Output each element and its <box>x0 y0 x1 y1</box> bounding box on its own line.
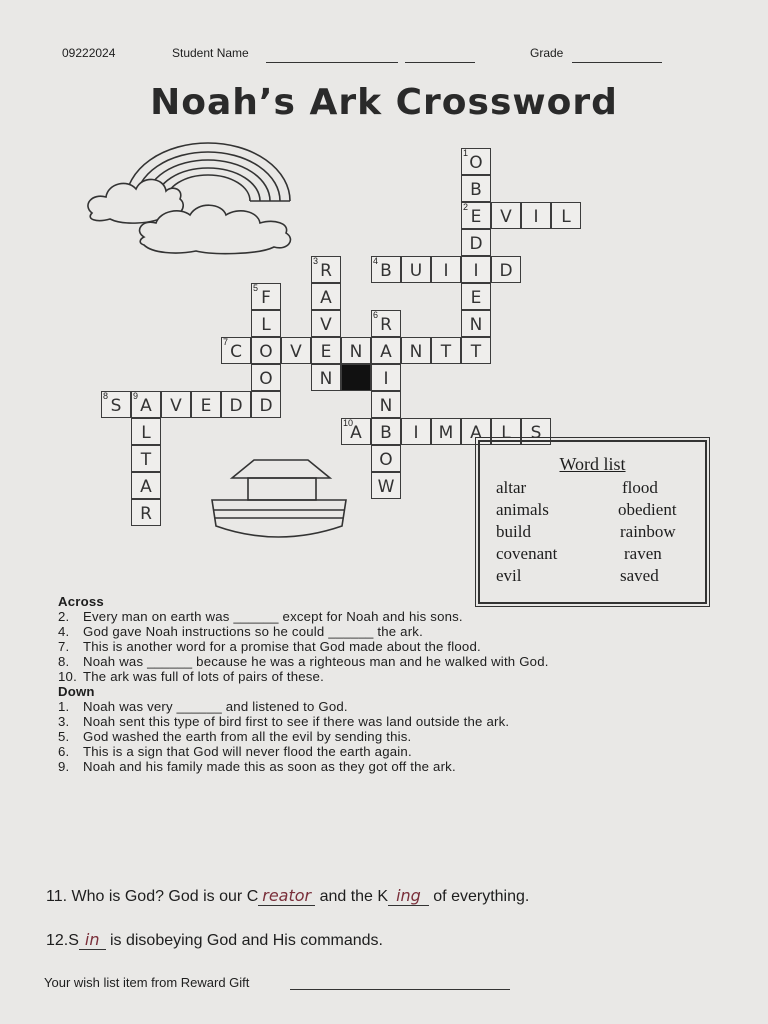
word-list-item: raven <box>624 544 662 563</box>
clue-down-9: 9. Noah and his family made this as soon as they got off the ark. <box>58 759 456 774</box>
clue-number: 4 <box>373 256 379 266</box>
cell-letter: V <box>290 342 302 362</box>
cell-letter: T <box>440 342 452 362</box>
crossword-cell[interactable] <box>341 418 371 445</box>
crossword-cell[interactable] <box>311 310 341 337</box>
cell-letter: A <box>140 477 152 497</box>
clue-number: 7 <box>223 337 229 347</box>
cell-letter: V <box>170 396 182 416</box>
crossword-cell[interactable] <box>371 445 401 472</box>
cell-letter: D <box>499 261 513 281</box>
cell-letter: R <box>320 261 332 281</box>
clue-across-8: 8. Noah was ______ because he was a righteous man and he walked with God. <box>58 654 549 669</box>
crossword-cell[interactable] <box>251 337 281 364</box>
crossword-cell[interactable] <box>371 391 401 418</box>
crossword-cell[interactable] <box>191 391 221 418</box>
cell-letter: O <box>469 153 483 173</box>
cell-letter: C <box>230 342 242 362</box>
crossword-cell[interactable] <box>461 175 491 202</box>
crossword-cell[interactable] <box>101 391 131 418</box>
crossword-cell[interactable] <box>461 256 491 283</box>
cell-letter: A <box>350 423 362 443</box>
clue-number: 8 <box>103 391 109 401</box>
cell-letter: A <box>320 288 332 308</box>
page-title: Noah’s Ark Crossword <box>150 82 618 123</box>
cell-letter: T <box>470 342 482 362</box>
cell-letter: E <box>320 342 332 362</box>
answer-sin[interactable]: in <box>79 930 106 950</box>
crossword-cell[interactable] <box>431 418 461 445</box>
cell-letter: I <box>443 261 449 281</box>
word-list-item: altar <box>496 478 527 497</box>
rainbow-cloud-illustration <box>82 135 312 260</box>
word-list-item: saved <box>620 566 659 585</box>
cell-letter: D <box>469 234 483 254</box>
cell-letter: A <box>380 342 392 362</box>
cell-letter: S <box>530 423 542 443</box>
crossword-cell[interactable] <box>131 418 161 445</box>
cell-letter: L <box>141 423 151 443</box>
cell-letter: O <box>379 450 393 470</box>
crossword-cell[interactable] <box>461 202 491 229</box>
cell-letter: E <box>470 207 482 227</box>
crossword-cell[interactable] <box>461 229 491 256</box>
crossword-cell[interactable] <box>551 202 581 229</box>
cell-letter: B <box>470 180 482 200</box>
wish-list-label: Your wish list item from Reward Gift <box>44 975 250 990</box>
cell-letter: T <box>140 450 152 470</box>
across-heading: Across <box>58 594 104 609</box>
clue-number: 6 <box>373 310 379 320</box>
clue-number: 2 <box>463 202 469 212</box>
clues-section <box>58 594 549 774</box>
cell-letter: F <box>261 288 271 308</box>
student-name-line[interactable] <box>266 62 398 63</box>
cell-letter: N <box>469 315 483 335</box>
crossword-cell[interactable] <box>221 391 251 418</box>
wish-list-line[interactable] <box>290 989 510 990</box>
clue-down-6: 6. This is a sign that God will never flood the earth again. <box>58 744 412 759</box>
answer-creator[interactable]: reator <box>258 886 315 906</box>
ark-illustration <box>208 456 350 544</box>
cell-letter: R <box>380 315 392 335</box>
crossword-cell[interactable] <box>431 337 461 364</box>
grade-label: Grade <box>530 46 564 60</box>
crossword-cell[interactable] <box>251 364 281 391</box>
word-list-title: Word list <box>559 454 626 474</box>
cell-letter: I <box>533 207 539 227</box>
crossword-cell[interactable] <box>131 472 161 499</box>
cell-letter: M <box>438 423 454 443</box>
clue-down-1: 1. Noah was very ______ and listened to God. <box>58 699 348 714</box>
cell-letter: N <box>349 342 363 362</box>
question-12: 12.S in is disobeying God and His commands. <box>46 930 383 949</box>
crossword-cell[interactable] <box>281 337 311 364</box>
crossword-black-cell <box>341 364 371 391</box>
clue-across-4: 4. God gave Noah instructions so he could ______ the ark. <box>58 624 423 639</box>
word-list-item: rainbow <box>620 522 676 541</box>
crossword-cell[interactable] <box>371 256 401 283</box>
cell-letter: N <box>379 396 393 416</box>
crossword-cell[interactable] <box>251 391 281 418</box>
clue-number: 9 <box>133 391 139 401</box>
cell-letter: N <box>409 342 423 362</box>
cell-letter: A <box>140 396 152 416</box>
word-list-box <box>478 440 707 604</box>
worksheet-code: 09222024 <box>62 46 116 60</box>
answer-king[interactable]: ing <box>388 886 429 906</box>
clue-down-3: 3. Noah sent this type of bird first to see if there was land outside the ark. <box>58 714 510 729</box>
cell-letter: D <box>259 396 273 416</box>
word-list-item: flood <box>622 478 658 497</box>
clue-number: 1 <box>463 148 469 158</box>
crossword-cell[interactable] <box>311 283 341 310</box>
grade-line[interactable] <box>572 62 662 63</box>
cell-letter: E <box>470 288 482 308</box>
cell-letter: V <box>500 207 512 227</box>
crossword-cell[interactable] <box>401 418 431 445</box>
clue-number: 10 <box>343 418 354 428</box>
crossword-cell[interactable] <box>371 418 401 445</box>
crossword-cell[interactable] <box>341 337 371 364</box>
crossword-cell[interactable] <box>221 337 251 364</box>
cell-letter: I <box>413 423 419 443</box>
cell-letter: A <box>470 423 482 443</box>
cell-letter: E <box>200 396 212 416</box>
crossword-cell[interactable] <box>521 202 551 229</box>
crossword-cell[interactable] <box>491 256 521 283</box>
clue-across-10: 10. The ark was full of lots of pairs of these. <box>58 669 324 684</box>
crossword-cell[interactable] <box>371 472 401 499</box>
cell-letter: I <box>473 261 479 281</box>
clue-number: 5 <box>253 283 259 293</box>
cell-letter: U <box>409 261 423 281</box>
cell-letter: L <box>261 315 271 335</box>
clue-down-5: 5. God washed the earth from all the evil by sending this. <box>58 729 412 744</box>
crossword-cell[interactable] <box>371 310 401 337</box>
cell-letter: L <box>501 423 511 443</box>
cell-letter: R <box>140 504 152 524</box>
crossword-cell[interactable] <box>461 148 491 175</box>
crossword-cell[interactable] <box>371 364 401 391</box>
crossword-cell[interactable] <box>131 445 161 472</box>
cell-letter: I <box>383 369 389 389</box>
crossword-cell[interactable] <box>371 337 401 364</box>
cell-letter: W <box>377 477 395 497</box>
crossword-cell[interactable] <box>311 337 341 364</box>
crossword-cell[interactable] <box>251 283 281 310</box>
clue-across-7: 7. This is another word for a promise that God made about the flood. <box>58 639 481 654</box>
crossword-cell[interactable] <box>461 310 491 337</box>
crossword-cell[interactable] <box>461 283 491 310</box>
crossword-cell[interactable] <box>311 364 341 391</box>
clue-number: 3 <box>313 256 319 266</box>
cell-letter: S <box>110 396 122 416</box>
crossword-cell[interactable] <box>431 256 461 283</box>
word-list-item: animals <box>496 500 549 519</box>
word-list-item: build <box>496 522 531 541</box>
crossword-cell[interactable] <box>161 391 191 418</box>
student-name-line-2[interactable] <box>405 62 475 63</box>
cell-letter: N <box>319 369 333 389</box>
cell-letter: O <box>259 342 273 362</box>
down-heading: Down <box>58 684 95 699</box>
word-list-item: obedient <box>618 500 677 519</box>
crossword-cell[interactable] <box>401 256 431 283</box>
cell-letter: D <box>229 396 243 416</box>
crossword-cell[interactable] <box>131 391 161 418</box>
cell-letter: B <box>380 423 392 443</box>
cell-letter: V <box>320 315 332 335</box>
crossword-cell[interactable] <box>131 499 161 526</box>
crossword-cell[interactable] <box>491 202 521 229</box>
clue-across-2: 2. Every man on earth was ______ except for Noah and his sons. <box>58 609 463 624</box>
cell-letter: O <box>259 369 273 389</box>
cell-letter: B <box>380 261 392 281</box>
crossword-cell[interactable] <box>401 337 431 364</box>
cell-letter: L <box>561 207 571 227</box>
student-name-label: Student Name <box>172 46 249 60</box>
word-list-item: covenant <box>496 544 558 563</box>
word-list-item: evil <box>496 566 522 585</box>
crossword-cell[interactable] <box>251 310 281 337</box>
question-11: 11. Who is God? God is our C reator and the K ing of everything. <box>46 886 530 905</box>
crossword-cell[interactable] <box>461 337 491 364</box>
crossword-cell[interactable] <box>311 256 341 283</box>
